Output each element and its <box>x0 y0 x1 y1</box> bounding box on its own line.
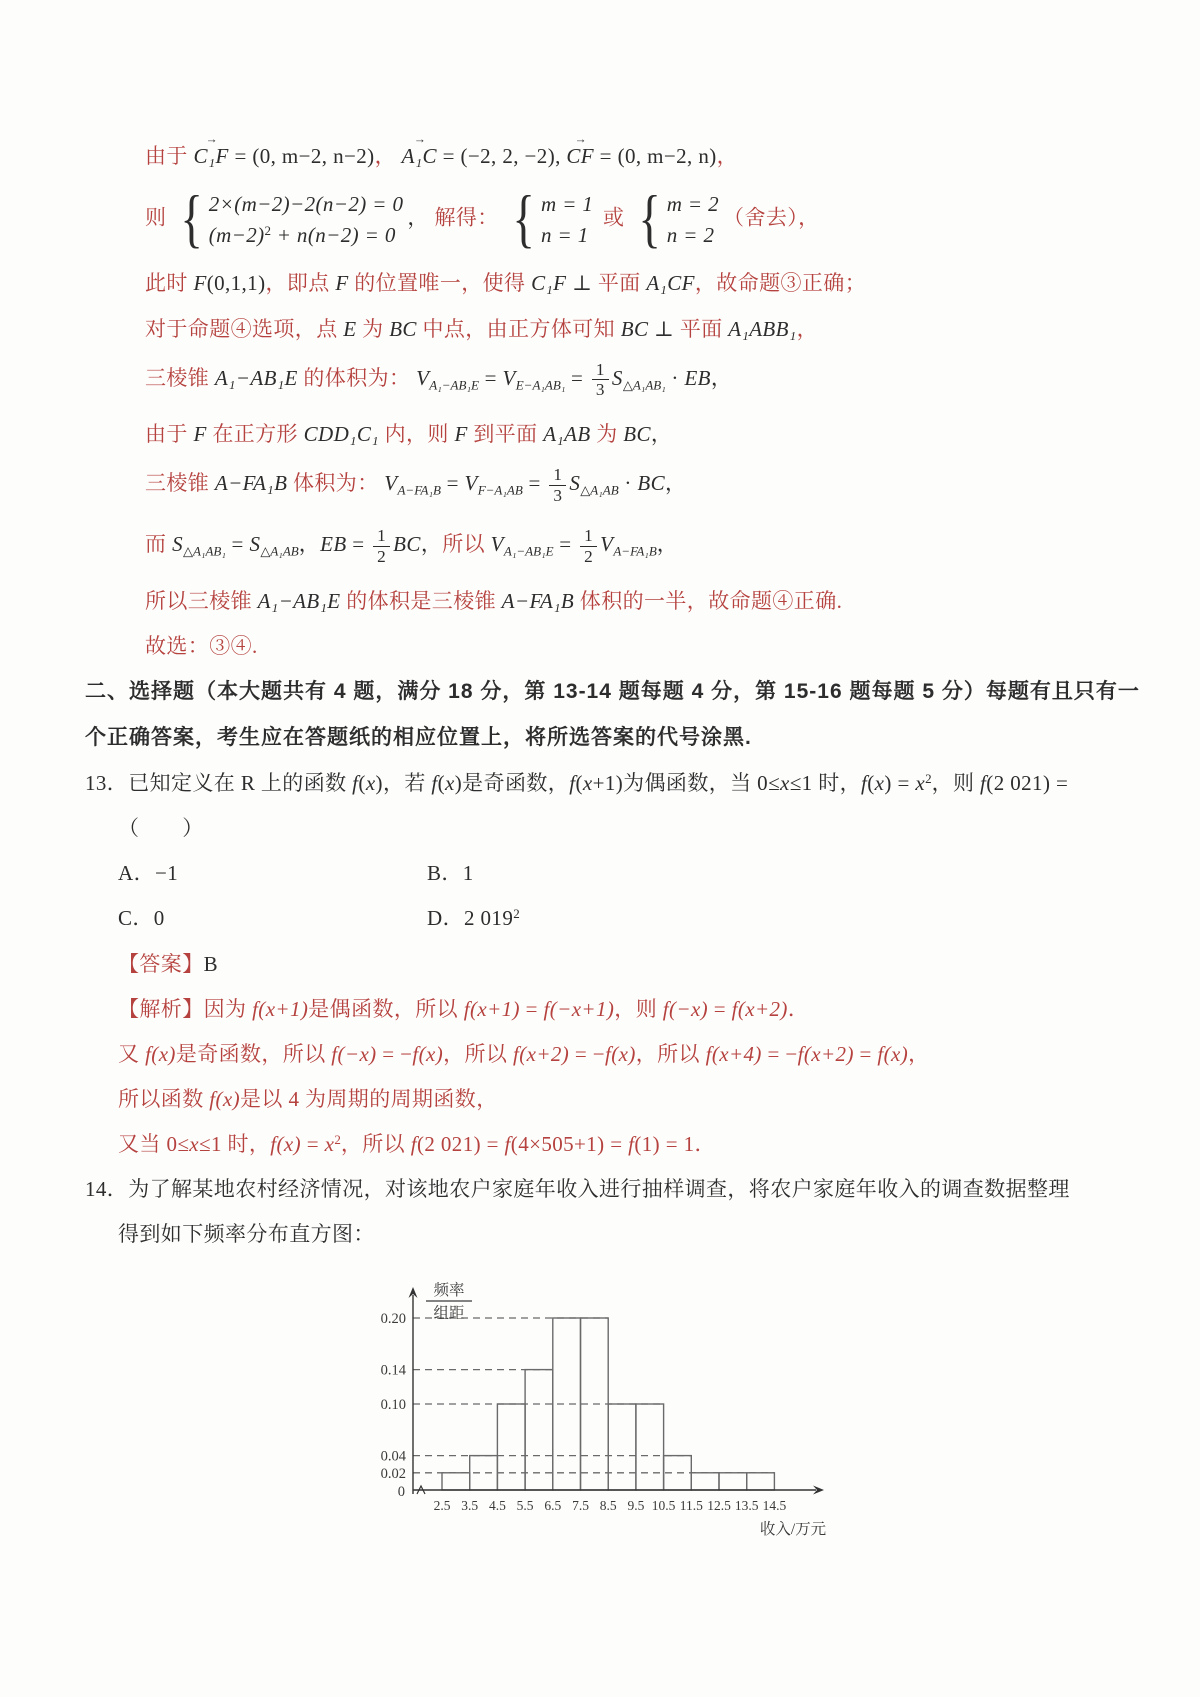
text-segment: (1) = 1． <box>634 1132 716 1157</box>
text-segment: ， <box>665 471 687 496</box>
text-segment: x <box>915 771 926 796</box>
x-tick-label: 10.5 <box>651 1498 676 1514</box>
text-line <box>145 360 1200 401</box>
text-segment: A−FA₁B <box>501 588 575 613</box>
text-segment: ， <box>716 144 739 168</box>
text-segment: f(x) <box>270 1132 302 1157</box>
x-tick-label: 6.5 <box>544 1498 562 1514</box>
text-segment: 【解析】因为 <box>118 996 253 1021</box>
text-segment: ， <box>407 205 435 230</box>
text-segment: ，则 <box>931 771 981 796</box>
frequency-histogram <box>338 1265 1200 1565</box>
left-brace: { <box>180 183 204 256</box>
cases-brace-group <box>634 183 720 256</box>
text-segment: ( <box>575 771 583 796</box>
text-segment: BC <box>637 471 666 496</box>
section2-heading-block <box>0 677 1200 752</box>
text-segment: A−FA₁B <box>613 543 657 559</box>
text-segment: △A₁AB <box>580 483 619 498</box>
y-tick-label: 0.04 <box>380 1449 406 1466</box>
text-segment: 平面 <box>679 316 729 341</box>
text-segment: ⊥ <box>648 316 680 341</box>
text-segment: 所以函数 <box>118 1086 210 1111</box>
text-segment: V <box>464 471 478 496</box>
text-segment: = (0, m−2, n−2) <box>228 144 375 168</box>
text-segment: m = 1 <box>541 192 594 217</box>
y-axis-label-denominator: 组距 <box>433 1305 465 1323</box>
text-segment: 又当 0≤ <box>118 1132 190 1157</box>
text-segment: ． <box>787 996 810 1021</box>
text-segment: (m−2) <box>208 223 265 248</box>
text-segment: V <box>600 532 614 557</box>
text-segment: 或 <box>597 205 631 230</box>
text-segment: E−A₁AB₁ <box>515 377 566 393</box>
text-segment: )，若 <box>375 771 432 796</box>
text-line <box>145 526 1200 567</box>
text-segment: 的位置唯一，使得 <box>348 271 532 296</box>
option-cell <box>427 906 520 930</box>
text-segment: f(x) <box>605 1041 636 1066</box>
text-segment: = <box>225 532 250 557</box>
text-segment: ，则 <box>614 996 663 1021</box>
text-segment: ， <box>656 532 679 557</box>
x-tick-label: 7.5 <box>572 1498 589 1514</box>
text-segment: A．−1 <box>118 861 179 886</box>
text-segment: ， <box>796 316 818 341</box>
cases-row <box>209 190 404 218</box>
cases-row <box>667 190 719 218</box>
text-line <box>118 995 1200 1023</box>
histogram-bar <box>553 1318 581 1490</box>
text-segment: 2 <box>925 770 932 786</box>
text-segment: 个正确答案，考生应在答题纸的相应位置上，将所选答案的代号涂黑. <box>85 725 752 749</box>
text-segment: （舍去）， <box>723 205 820 230</box>
text-segment: 是偶函数，所以 <box>308 996 464 1021</box>
text-segment: 为 <box>356 316 390 341</box>
text-segment: 所以三棱锥 <box>145 588 258 613</box>
text-segment: 13．已知定义在 R 上的函数 <box>85 771 353 796</box>
histogram-bar <box>525 1370 553 1490</box>
text-segment: f <box>352 771 359 796</box>
text-segment: x <box>582 771 593 796</box>
text-segment: EB <box>684 365 711 390</box>
text-segment: B．1 <box>427 861 474 886</box>
cases-brace-group <box>508 183 594 256</box>
text-segment: F <box>454 422 468 447</box>
text-segment: (2 021) = <box>416 1132 505 1157</box>
text-segment: 所以 <box>442 532 491 557</box>
cases-row <box>209 221 404 249</box>
text-segment: A₁−AB₁E <box>214 365 298 390</box>
text-segment: A−FA₁B <box>214 471 288 496</box>
text-segment: A₁−AB₁E <box>429 377 479 393</box>
text-segment: f(x+4) <box>705 1041 762 1066</box>
text-segment: V <box>502 365 516 390</box>
cases-row <box>541 190 593 218</box>
text-segment: 的体积为： <box>297 365 417 390</box>
text-segment: f <box>980 771 987 796</box>
histogram-bar <box>608 1404 636 1490</box>
text-segment: 而 <box>145 532 173 557</box>
text-segment: = <box>519 996 544 1021</box>
text-segment: f(x+1) <box>463 996 520 1021</box>
text-segment: S <box>249 532 261 557</box>
text-segment: )是奇函数， <box>454 771 570 796</box>
text-segment: 中点，由正方体可知 <box>416 316 621 341</box>
text-line <box>118 859 1200 887</box>
text-line <box>145 587 1200 615</box>
text-segment: 14．为了解某地农村经济情况，对该地农户家庭年收入进行抽样调查，将农户家庭年收入的调查数据整理 <box>85 1177 1070 1202</box>
text-segment: ( <box>867 771 875 796</box>
text-segment: A₁AB <box>543 422 591 447</box>
text-segment: x <box>365 771 376 796</box>
text-segment: ， <box>650 422 673 447</box>
text-line <box>145 183 1200 256</box>
text-segment: S <box>569 471 581 496</box>
y-tick-label: 0.02 <box>380 1466 406 1483</box>
text-segment: V <box>490 532 504 557</box>
text-segment: C₁F → <box>193 142 228 170</box>
option-cell <box>118 904 427 932</box>
x-tick-label: 9.5 <box>627 1498 645 1514</box>
text-segment: + n(n−2) = 0 <box>271 223 396 248</box>
text-segment: 的体积是三棱锥 <box>340 588 502 613</box>
cases-brace-group <box>176 183 404 256</box>
text-segment: C₁F <box>531 271 567 296</box>
text-segment: m = 2 <box>666 192 720 217</box>
text-segment: 2 <box>334 1131 341 1147</box>
text-segment: F <box>193 271 207 296</box>
text-line <box>145 465 1200 506</box>
origin-label: 0 <box>397 1484 405 1501</box>
x-tick-label: 13.5 <box>734 1498 759 1514</box>
text-segment: A₁−AB₁E <box>257 588 341 613</box>
text-segment: f <box>504 1132 511 1157</box>
text-segment: （ ） <box>118 816 204 841</box>
y-axis-label-numerator: 频率 <box>433 1282 465 1300</box>
text-segment: f(−x+1) <box>543 996 615 1021</box>
text-segment: ，所以 <box>443 1041 513 1066</box>
text-segment: A₁C → <box>402 142 437 170</box>
text-segment: △A₁AB₁ <box>182 543 226 559</box>
y-tick-label: 0.20 <box>380 1311 406 1328</box>
text-segment: = <box>522 471 547 496</box>
text-segment: +1)为偶函数，当 0≤ <box>592 771 780 796</box>
text-segment: f(x+2) <box>512 1041 570 1066</box>
option-cell <box>118 859 427 887</box>
text-segment: = − <box>376 1041 413 1066</box>
text-segment: 三棱锥 <box>145 471 215 496</box>
left-brace: { <box>638 183 662 256</box>
text-line <box>85 769 1200 797</box>
x-tick-label: 5.5 <box>516 1498 534 1514</box>
histogram-bar <box>442 1473 470 1490</box>
text-segment: 得到如下频率分布直方图： <box>118 1222 375 1247</box>
text-segment: ， <box>908 1041 930 1066</box>
text-segment: ，所以 <box>340 1132 411 1157</box>
text-segment: A−FA₁B <box>397 483 441 498</box>
text-segment: = − <box>761 1041 798 1066</box>
text-segment: 则 <box>145 205 173 230</box>
text-segment: f(x+2) <box>797 1041 854 1066</box>
text-segment: A₁−AB₁E <box>503 543 554 559</box>
text-segment: (2 021) = <box>986 771 1069 796</box>
left-brace: { <box>512 183 536 256</box>
fraction: $\frac{1}{3}$ <box>549 465 566 506</box>
x-tick-label: 11.5 <box>679 1498 703 1514</box>
text-segment: 二、选择题（本大题共有 4 题，满分 18 分，第 13-14 题每题 4 分，第 15-16 题每题 5 分）每题有且只有一 <box>85 679 1140 703</box>
x-tick-label: 8.5 <box>599 1498 617 1514</box>
option-cell <box>427 861 474 885</box>
text-segment: f <box>569 771 576 796</box>
text-segment: 由于 <box>145 422 194 447</box>
text-segment: 体积为： <box>287 471 385 496</box>
question-13-block <box>0 769 1200 1158</box>
text-line <box>85 677 1200 706</box>
text-segment: 在正方形 <box>206 422 304 447</box>
text-segment: 此时 <box>145 271 194 296</box>
x-tick-label: 12.5 <box>707 1498 731 1514</box>
text-segment: x <box>445 771 455 796</box>
text-segment: A₁CF <box>646 271 695 296</box>
x-tick-label: 14.5 <box>762 1498 787 1514</box>
text-segment: x <box>324 1132 335 1157</box>
solution-q12-block <box>0 142 1200 660</box>
text-segment: △A₁AB₁ <box>622 377 666 393</box>
text-segment: = (−2, 2, −2), <box>436 144 567 168</box>
question-14-block <box>0 1175 1200 1565</box>
text-segment: F−A₁AB <box>477 483 523 498</box>
text-segment: · <box>665 365 685 390</box>
text-line <box>118 1085 1200 1113</box>
text-segment: B <box>203 951 219 976</box>
text-segment: 内，则 <box>378 422 455 447</box>
cases-row <box>541 221 593 249</box>
text-segment: CDD₁C₁ <box>303 422 379 447</box>
text-line <box>85 723 1200 752</box>
text-line <box>145 142 1200 170</box>
text-segment: 故选：③④. <box>145 633 258 658</box>
text-segment: ) = <box>884 771 916 796</box>
text-segment: D．2 019 <box>427 906 514 931</box>
text-segment: E <box>343 316 357 341</box>
y-tick-label: 0.10 <box>380 1397 406 1414</box>
text-segment: ( <box>358 771 366 796</box>
x-axis-label: 收入/万元 <box>759 1521 827 1539</box>
text-segment: V <box>384 471 398 496</box>
text-line <box>145 420 1200 448</box>
text-segment: x <box>874 771 885 796</box>
text-segment: △A₁AB <box>260 543 299 559</box>
text-segment: ⊥ <box>566 271 598 296</box>
text-segment: f <box>410 1132 417 1157</box>
frequency-histogram-svg <box>338 1265 858 1565</box>
text-segment: 解得： <box>434 205 505 230</box>
text-segment: S <box>611 365 623 390</box>
text-segment: f(−x) <box>662 996 709 1021</box>
text-segment: ，所以 <box>635 1041 706 1066</box>
text-segment: · <box>618 471 638 496</box>
text-segment: ， <box>298 532 321 557</box>
solution-q12-lines <box>0 142 1200 660</box>
text-segment: 对于命题④选项，点 <box>145 316 344 341</box>
x-tick-label: 4.5 <box>488 1498 506 1514</box>
histogram-bar <box>497 1404 525 1490</box>
text-segment: ( <box>437 771 446 796</box>
text-segment: 【答案】 <box>118 951 204 976</box>
text-segment: = <box>478 365 503 390</box>
text-segment: f(x) <box>877 1041 909 1066</box>
text-segment: ， <box>374 144 402 168</box>
text-segment: f <box>431 771 438 796</box>
text-segment: F <box>193 422 207 447</box>
section2-heading-lines <box>0 677 1200 752</box>
text-segment: f(x) <box>209 1086 240 1111</box>
text-segment: 2×(m−2)−2(n−2) = 0 <box>208 192 404 217</box>
text-segment: 到平面 <box>467 422 544 447</box>
text-segment: f(x) <box>412 1041 444 1066</box>
text-segment: C．0 <box>118 906 165 931</box>
text-line <box>118 1040 1200 1068</box>
x-tick-label: 3.5 <box>461 1498 479 1514</box>
text-line <box>145 315 1200 343</box>
fraction: $\frac{1}{2}$ <box>373 526 390 567</box>
text-line <box>85 1175 1200 1203</box>
text-segment: 平面 <box>597 271 647 296</box>
text-segment: 是奇函数，所以 <box>175 1041 332 1066</box>
text-segment: (0,1,1) <box>206 271 266 296</box>
text-segment: = <box>565 365 589 390</box>
text-segment: ，即点 <box>265 271 336 296</box>
text-segment: BC <box>389 316 417 341</box>
text-segment: 由于 <box>145 144 194 168</box>
histogram-bar <box>747 1473 775 1490</box>
text-segment: 又 <box>118 1041 146 1066</box>
text-segment: = (0, m−2, n) <box>594 144 717 168</box>
text-line <box>118 1130 1200 1158</box>
text-segment: x <box>189 1132 200 1157</box>
text-segment: 是以 4 为周期的周期函数， <box>240 1086 498 1111</box>
text-segment: = <box>853 1041 878 1066</box>
text-segment: f(x) <box>145 1041 176 1066</box>
text-segment: 三棱锥 <box>145 365 215 390</box>
histogram-bar <box>719 1473 747 1490</box>
fraction: $\frac{1}{2}$ <box>580 526 597 567</box>
text-segment: x <box>780 771 790 796</box>
text-line <box>118 1220 1200 1248</box>
text-segment: ， <box>420 532 443 557</box>
text-segment: 2 <box>264 223 272 239</box>
text-segment: F <box>335 271 349 296</box>
text-segment: A₁ABB₁ <box>728 316 797 341</box>
text-line <box>118 814 1200 842</box>
question-14-lines <box>0 1175 1200 1248</box>
text-segment: EB <box>320 532 347 557</box>
text-segment: = <box>301 1132 325 1157</box>
text-segment: 2 <box>513 906 520 922</box>
text-segment: n = 1 <box>541 223 589 248</box>
cases-row <box>667 221 719 249</box>
text-segment: ， <box>710 365 733 390</box>
y-tick-label: 0.14 <box>380 1363 406 1380</box>
text-line <box>145 269 1200 297</box>
text-segment: ≤1 时， <box>789 771 862 796</box>
text-segment: f(−x) <box>331 1041 377 1066</box>
text-segment: = <box>553 532 578 557</box>
text-segment: BC <box>623 422 651 447</box>
text-segment: n = 2 <box>666 223 715 248</box>
text-line <box>145 632 1200 660</box>
text-segment: CF → <box>566 142 594 170</box>
text-segment: = − <box>569 1041 605 1066</box>
fraction: $\frac{1}{3}$ <box>592 360 609 401</box>
text-segment: 体积的一半，故命题④正确. <box>574 588 843 613</box>
text-segment: f(x+2) <box>731 996 788 1021</box>
histogram-bar <box>691 1473 719 1490</box>
text-segment: f(x+1) <box>252 996 309 1021</box>
text-segment: f <box>861 771 868 796</box>
text-segment: = <box>708 996 732 1021</box>
text-segment: V <box>416 365 430 390</box>
question-13-lines <box>0 769 1200 1158</box>
text-segment: = <box>346 532 371 557</box>
text-line <box>118 950 1200 978</box>
text-segment: 为 <box>590 422 624 447</box>
text-segment: S <box>172 532 183 557</box>
text-segment: ≤1 时， <box>199 1132 271 1157</box>
text-segment: f <box>628 1132 635 1157</box>
x-tick-label: 2.5 <box>433 1498 451 1514</box>
histogram-bar <box>636 1404 664 1490</box>
text-line <box>118 904 1200 932</box>
text-segment: BC <box>393 532 421 557</box>
text-segment: ，故命题③正确； <box>694 271 867 296</box>
text-segment: (4×505+1) = <box>510 1132 629 1157</box>
text-segment: BC <box>620 316 649 341</box>
text-segment: = <box>440 471 465 496</box>
